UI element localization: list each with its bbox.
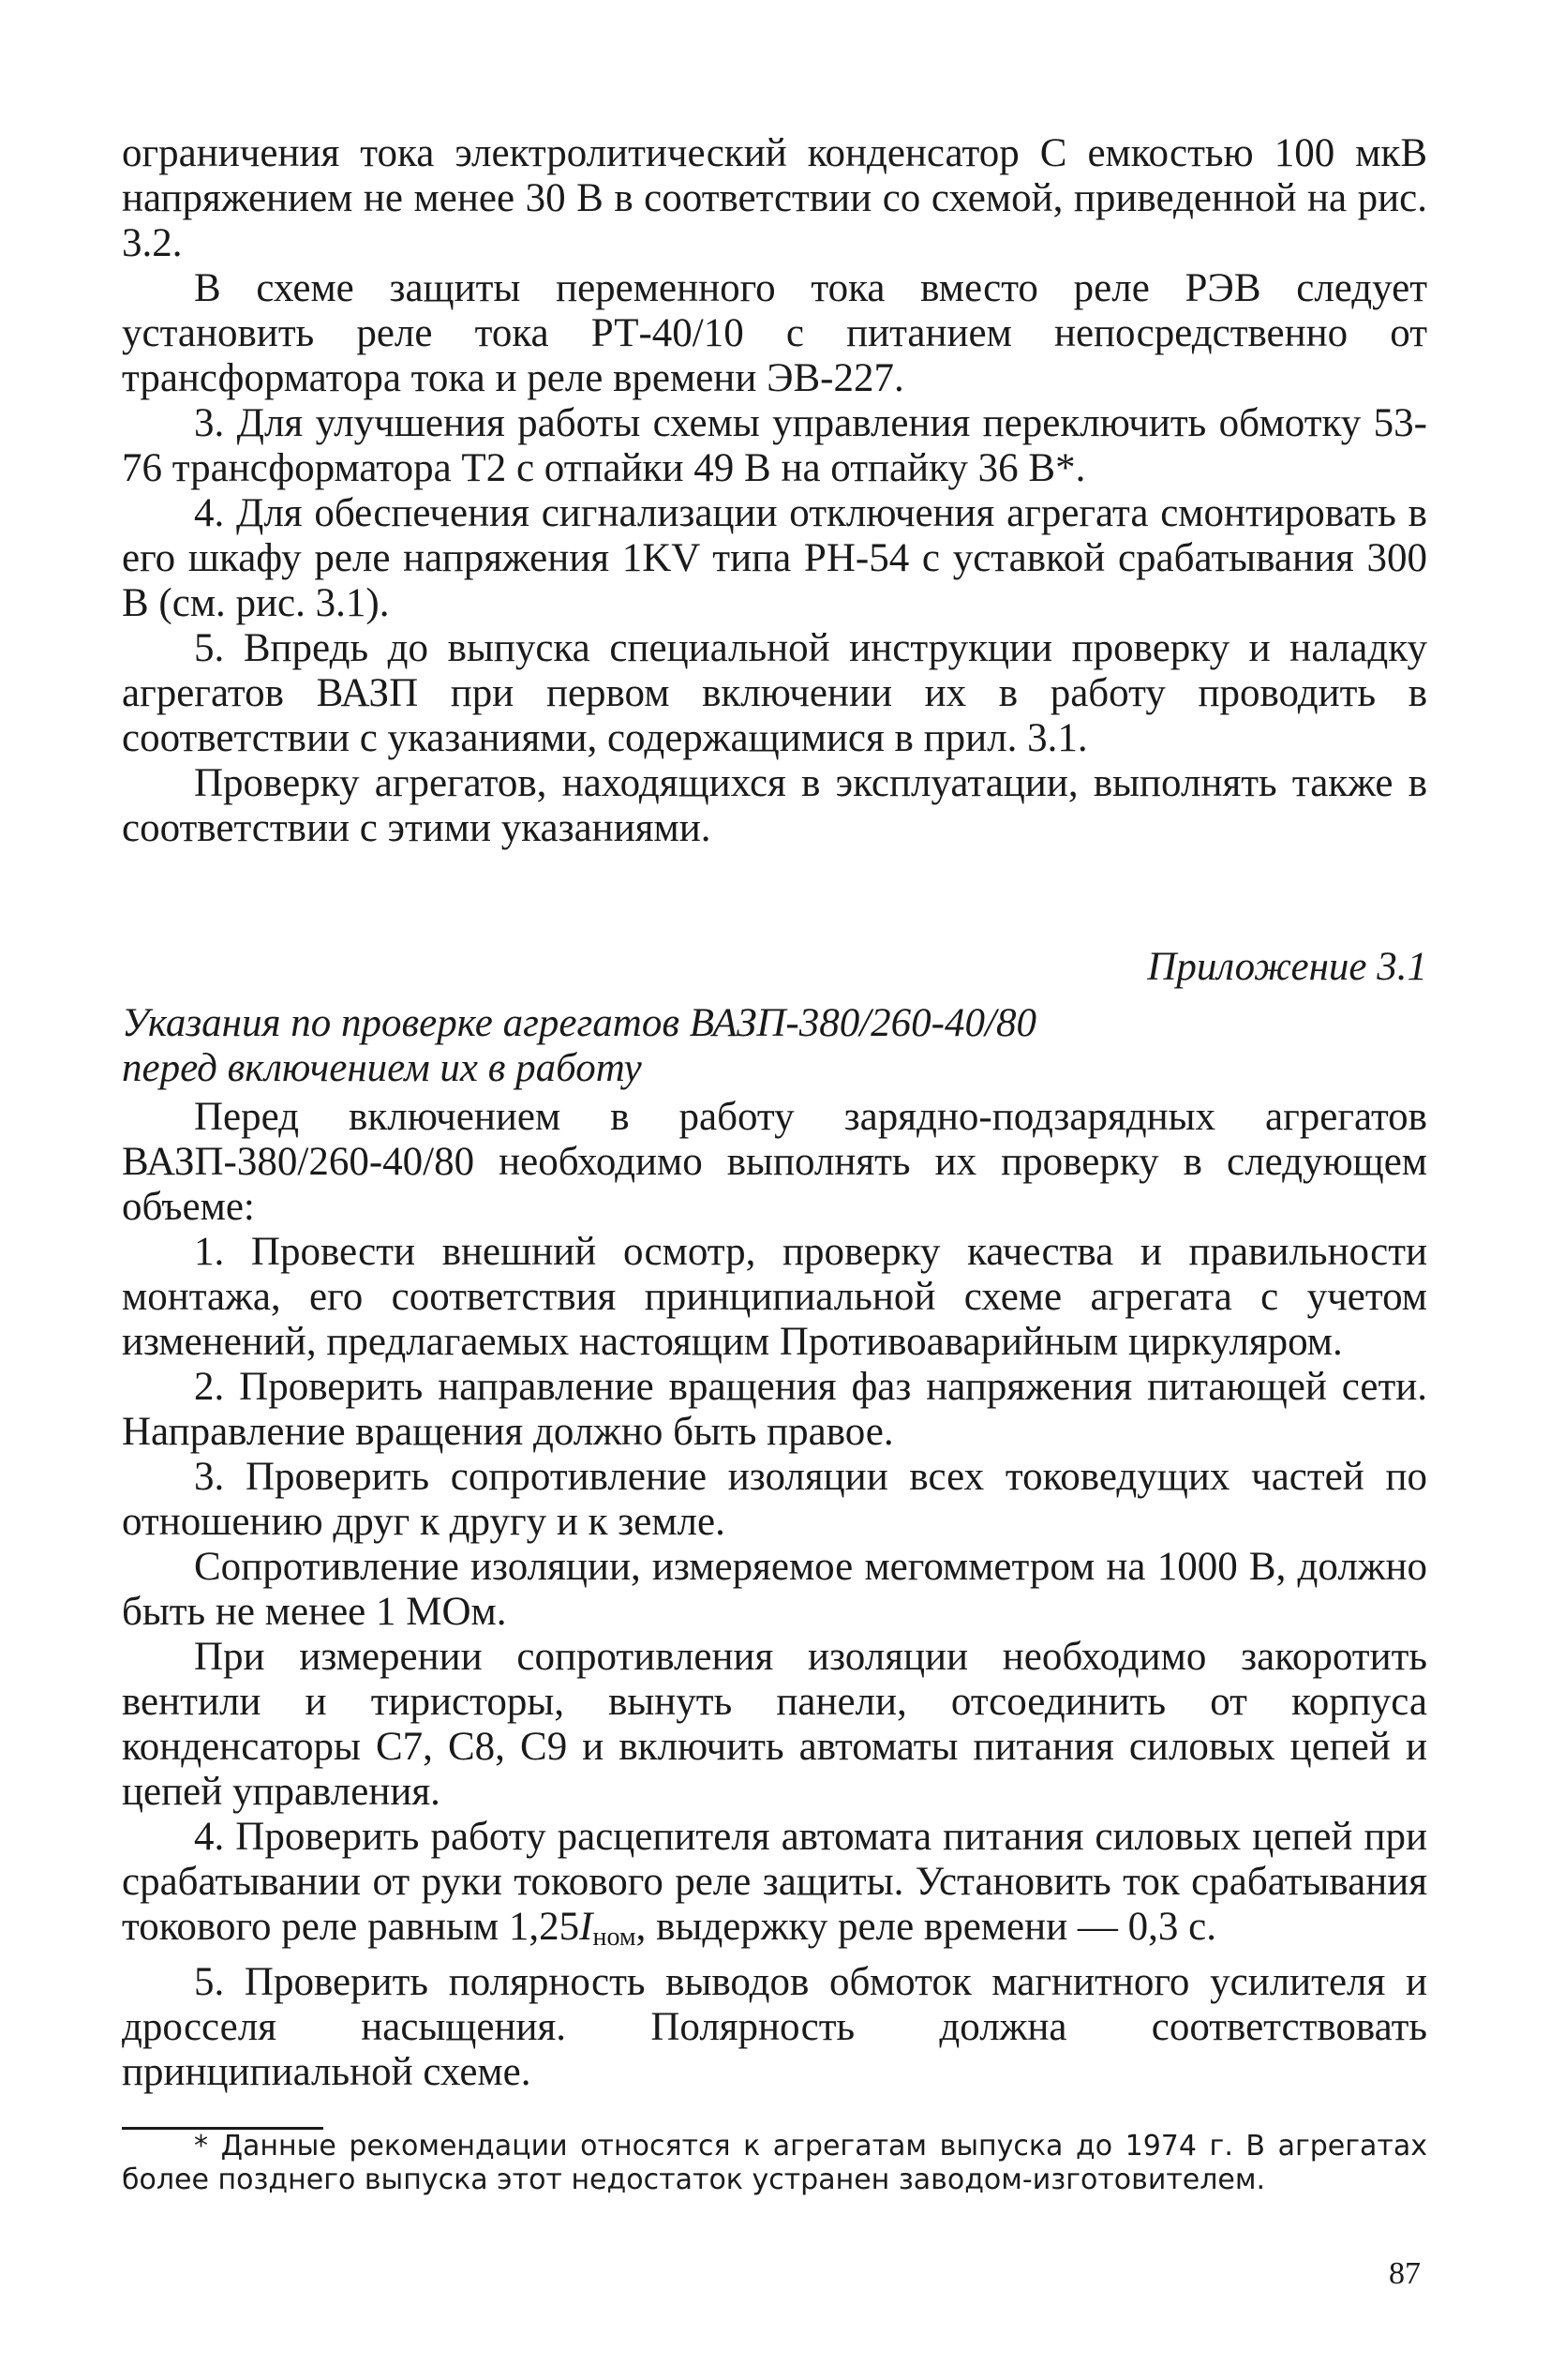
paragraph-ac-protection: В схеме защиты переменного тока вместо реле РЭВ следует установить реле тока РТ-40/10 с питанием непосредственно от трансформатора тока и реле времени ЭВ-227. bbox=[122, 266, 1427, 400]
paragraph-check-in-service: Проверку агрегатов, находящихся в эксплуатации, выполнять также в соответствии с этими указаниями. bbox=[122, 761, 1427, 850]
footnote: * Данные рекомендации относятся к агрегатам выпуска до 1974 г. В агрегатах более позднего выпуска этот недостаток устранен заводом-изготовителем. bbox=[122, 2130, 1427, 2196]
paragraph-item-4: 4. Для обеспечения сигнализации отключения агрегата смонтировать в его шкафу реле напряжения 1KV типа РН-54 с уставкой срабатывания 300 В (см. рис. 3.1). bbox=[122, 491, 1427, 625]
appendix-title-line-1: Указания по проверке агрегатов ВАЗП-380/260-40/80 bbox=[122, 1001, 1036, 1045]
appendix-item-4 bbox=[122, 1815, 1427, 1960]
paragraph-item-5: 5. Впредь до выпуска специальной инструкции проверку и наладку агрегатов ВАЗП при первом включении их в работу проводить в соответствии с указаниями, содержащимися в прил. 3.1. bbox=[122, 626, 1427, 760]
appendix-item-2: 2. Проверить направление вращения фаз напряжения питающей сети. Направление вращения должно быть правое. bbox=[122, 1365, 1427, 1454]
appendix-item-3-note-2: При измерении сопротивления изоляции необходимо закоротить вентили и тиристоры, вынуть панели, отсоединить от корпуса конденсаторы С7, С8, С9 и включить автоматы питания силовых цепей и цепей управления. bbox=[122, 1635, 1427, 1814]
appendix-item-3: 3. Проверить сопротивление изоляции всех токоведущих частей по отношению друг к другу и к земле. bbox=[122, 1455, 1427, 1544]
current-symbol: I bbox=[579, 1905, 593, 1949]
appendix-item-5: 5. Проверить полярность выводов обмоток магнитного усилителя и дросселя насыщения. Полярность должна соответствовать принципиальной схеме. bbox=[122, 1960, 1427, 2094]
appendix-item-3-note-1: Сопротивление изоляции, измеряемое мегомметром на 1000 В, должно быть не менее 1 МОм. bbox=[122, 1545, 1427, 1634]
paragraph-item-3: 3. Для улучшения работы схемы управления переключить обмотку 53-76 трансформатора Т2 с отпайки 49 В на отпайку 36 В*. bbox=[122, 401, 1427, 490]
appendix-title-line-2: перед включением их в работу bbox=[122, 1046, 642, 1090]
appendix-item-1: 1. Провести внешний осмотр, проверку качества и правильности монтажа, его соответствия принципиальной схеме агрегата с учетом изменений, предлагаемых настоящим Противоаварийным циркуляром. bbox=[122, 1230, 1427, 1364]
page-number: 87 bbox=[1389, 2256, 1421, 2291]
document-page bbox=[122, 131, 1427, 2197]
item-4-text: 4. Проверить работу расцепителя автомата питания силовых цепей при срабатывании от руки токового реле защиты. Установить ток срабатывания токового реле равным 1,25 bbox=[122, 1815, 1427, 1949]
paragraph-continuation: ограничения тока электролитический конденсатор С емкостью 100 мкВ напряжением не менее 30 В в соответствии со схемой, приведенной на рис. 3.2. bbox=[122, 131, 1427, 265]
appendix-label: Приложение 3.1 bbox=[1147, 945, 1427, 989]
appendix-title bbox=[122, 1001, 1427, 1091]
current-subscript: ном bbox=[592, 1923, 636, 1952]
appendix-intro: Перед включением в работу зарядно-подзарядных агрегатов ВАЗП-380/260-40/80 необходимо выполнять их проверку в следующем объеме: bbox=[122, 1095, 1427, 1229]
item-4-text-end: , выдержку реле времени — 0,3 с. bbox=[635, 1905, 1216, 1949]
